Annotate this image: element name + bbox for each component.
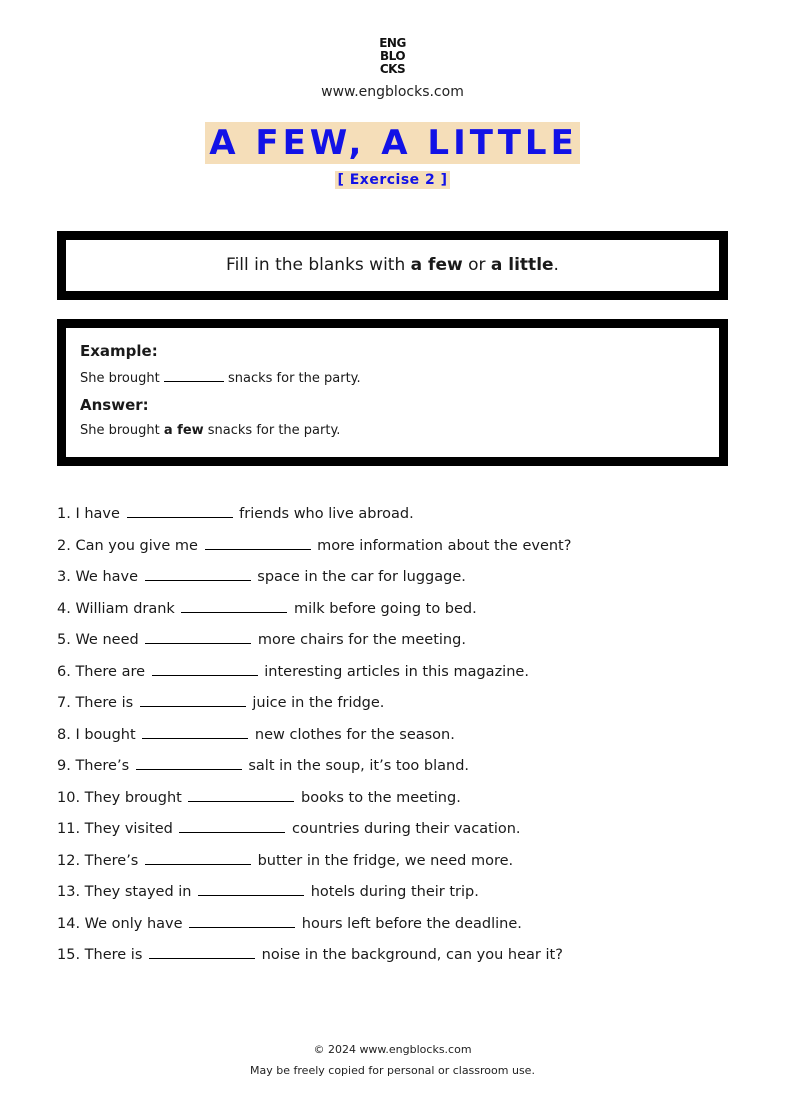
answer-blank[interactable] bbox=[179, 818, 285, 833]
answer-blank[interactable] bbox=[198, 881, 304, 896]
list-item: 4. William drank milk before going to bed. bbox=[57, 598, 737, 630]
list-item: 12. There’s butter in the fridge, we need more. bbox=[57, 850, 737, 882]
header bbox=[0, 0, 785, 100]
worksheet-title: A FEW, A LITTLE bbox=[205, 122, 580, 164]
exercise-list bbox=[57, 503, 737, 976]
list-item: 11. They visited countries during their vacation. bbox=[57, 818, 737, 850]
example-label: Example: bbox=[80, 342, 158, 360]
option-a-few: a few bbox=[410, 255, 463, 275]
example-box bbox=[57, 319, 728, 466]
answer-blank[interactable] bbox=[181, 598, 287, 613]
answer-label: Answer: bbox=[80, 396, 149, 414]
instruction-or: or bbox=[462, 255, 491, 275]
answer-sentence bbox=[80, 423, 705, 438]
list-item: 13. They stayed in hotels during their trip. bbox=[57, 881, 737, 913]
option-a-little: a little bbox=[490, 255, 554, 275]
answer-blank[interactable] bbox=[136, 755, 242, 770]
answer-pre: She brought bbox=[80, 423, 164, 438]
exercise-label: [ Exercise 2 ] bbox=[337, 172, 448, 188]
logo-line: BLO bbox=[379, 49, 406, 63]
answer-blank[interactable] bbox=[145, 629, 251, 644]
instruction-box bbox=[57, 231, 728, 300]
engblocks-logo bbox=[379, 37, 406, 76]
answer-word: a few bbox=[163, 423, 204, 438]
list-item: 10. They brought books to the meeting. bbox=[57, 787, 737, 819]
answer-post: snacks for the party. bbox=[203, 423, 341, 438]
answer-blank[interactable] bbox=[127, 503, 233, 518]
list-item: 7. There is juice in the fridge. bbox=[57, 692, 737, 724]
footer-copyright: © 2024 www.engblocks.com bbox=[313, 1043, 472, 1056]
list-item: 9. There’s salt in the soup, it’s too bland. bbox=[57, 755, 737, 787]
logo-line: CKS bbox=[379, 62, 406, 76]
answer-blank[interactable] bbox=[189, 913, 295, 928]
list-item: 5. We need more chairs for the meeting. bbox=[57, 629, 737, 661]
answer-blank[interactable] bbox=[149, 944, 255, 959]
footer-license: May be freely copied for personal or classroom use. bbox=[250, 1064, 535, 1077]
answer-blank[interactable] bbox=[188, 787, 294, 802]
instruction-prefix: Fill in the blanks with bbox=[226, 255, 411, 275]
list-item: 1. I have friends who live abroad. bbox=[57, 503, 737, 535]
list-item: 6. There are interesting articles in this magazine. bbox=[57, 661, 737, 693]
example-sentence bbox=[80, 369, 705, 386]
answer-blank[interactable] bbox=[152, 661, 258, 676]
list-item: 14. We only have hours left before the deadline. bbox=[57, 913, 737, 945]
list-item: 2. Can you give me more information about the event? bbox=[57, 535, 737, 567]
answer-blank[interactable] bbox=[142, 724, 248, 739]
answer-blank[interactable] bbox=[145, 850, 251, 865]
site-url[interactable]: www.engblocks.com bbox=[321, 84, 464, 100]
list-item: 3. We have space in the car for luggage. bbox=[57, 566, 737, 598]
logo-line: ENG bbox=[379, 36, 406, 50]
answer-blank[interactable] bbox=[205, 535, 311, 550]
example-blank bbox=[164, 369, 224, 382]
answer-blank[interactable] bbox=[145, 566, 251, 581]
list-item: 8. I bought new clothes for the season. bbox=[57, 724, 737, 756]
example-pre: She brought bbox=[80, 371, 164, 386]
example-post: snacks for the party. bbox=[223, 371, 361, 386]
list-item: 15. There is noise in the background, can you hear it? bbox=[57, 944, 737, 976]
answer-blank[interactable] bbox=[140, 692, 246, 707]
instruction-suffix: . bbox=[553, 255, 559, 275]
